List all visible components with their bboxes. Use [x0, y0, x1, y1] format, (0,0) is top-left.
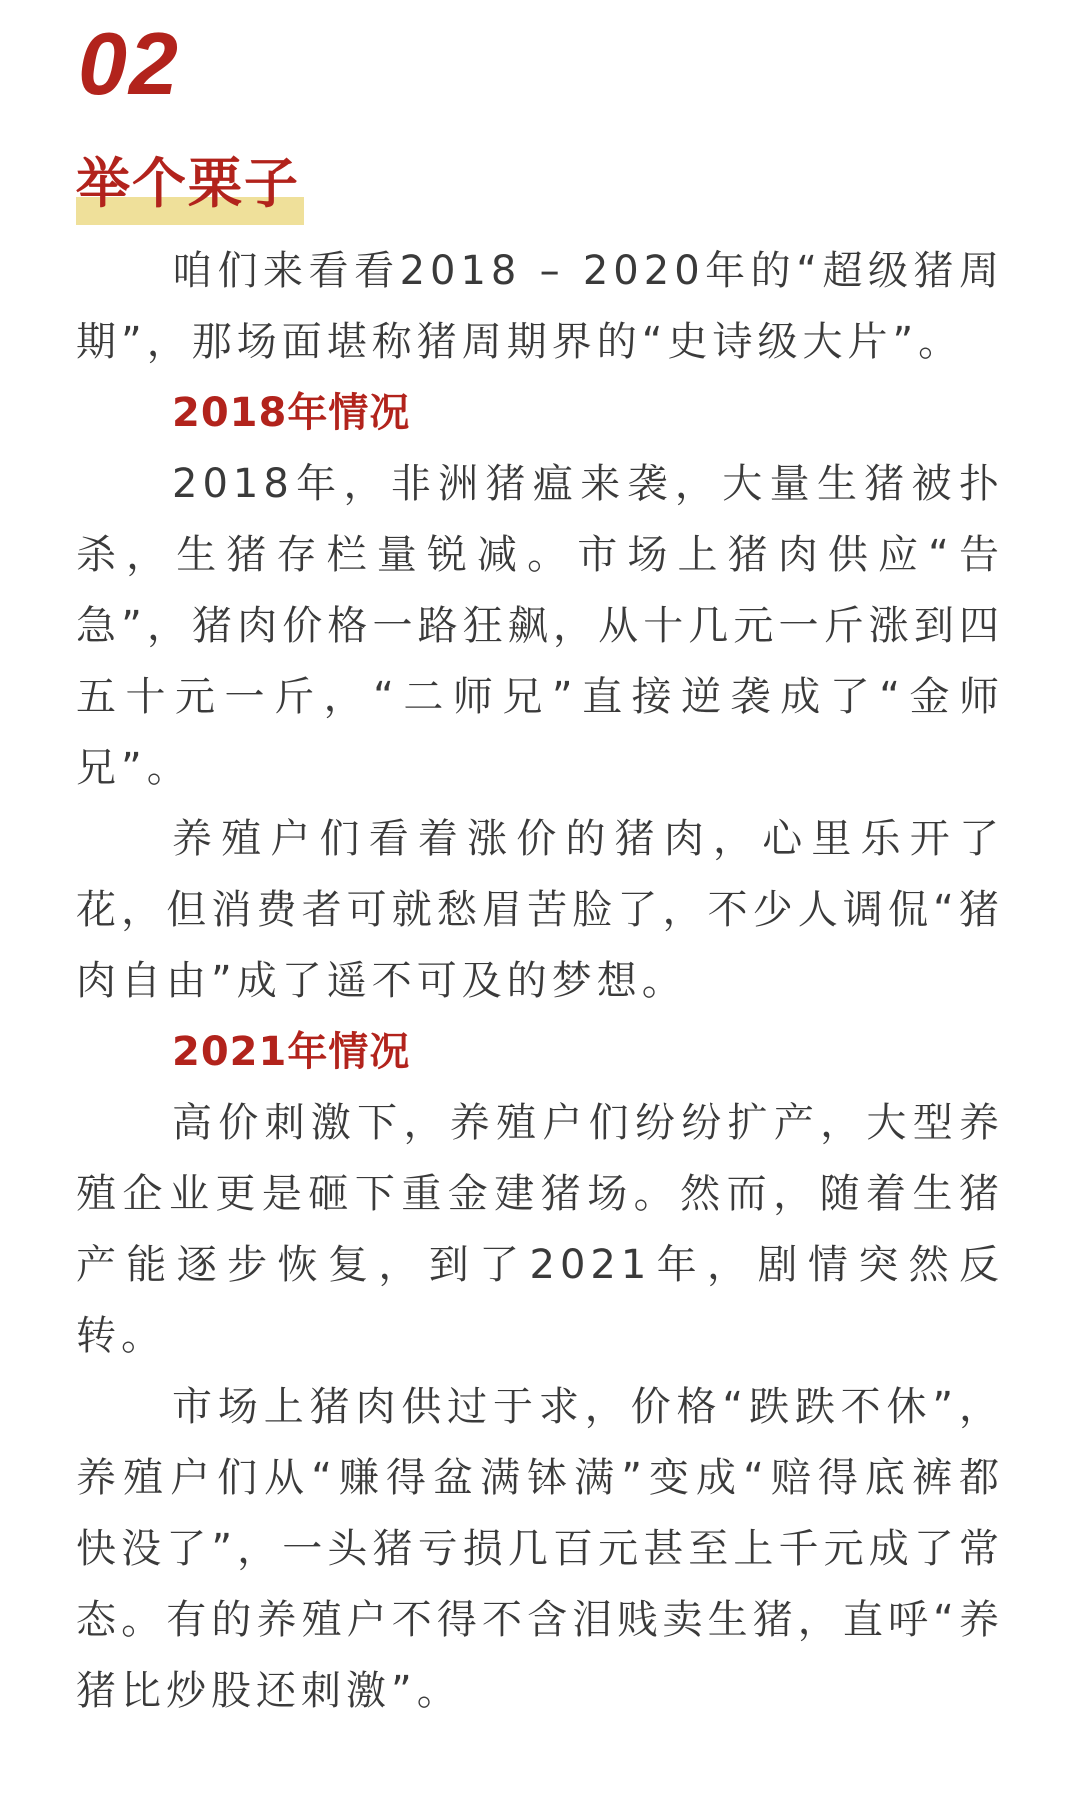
section-title-block	[76, 152, 300, 226]
section-title: 举个栗子	[76, 152, 300, 215]
subheading-2018: 2018年情况	[172, 390, 411, 436]
intro-paragraph: 咱们来看看2018 – 2020年的“超级猪周期”，那场面堪称猪周期界的“史诗级大片”。	[76, 248, 1004, 365]
paragraph-2021-1: 高价刺激下，养殖户们纷纷扩产，大型养殖企业更是砸下重金建猪场。然而，随着生猪产能逐步恢复，到了2021年，剧情突然反转。	[76, 1100, 1004, 1359]
article-body	[76, 236, 1004, 1727]
paragraph-2018-2: 养殖户们看着涨价的猪肉，心里乐开了花，但消费者可就愁眉苦脸了，不少人调侃“猪肉自由”成了遥不可及的梦想。	[76, 816, 1004, 1004]
subheading-2021: 2021年情况	[172, 1029, 411, 1075]
section-number: 02	[78, 14, 180, 113]
paragraph-2018-1: 2018年，非洲猪瘟来袭，大量生猪被扑杀，生猪存栏量锐减。市场上猪肉供应“告急”，猪肉价格一路狂飙，从十几元一斤涨到四五十元一斤，“二师兄”直接逆袭成了“金师兄”。	[76, 461, 1004, 791]
paragraph-2021-2: 市场上猪肉供过于求，价格“跌跌不休”，养殖户们从“赚得盆满钵满”变成“赔得底裤都快没了”，一头猪亏损几百元甚至上千元成了常态。有的养殖户不得不含泪贱卖生猪，直呼“养猪比炒股还刺激”。	[76, 1384, 1004, 1714]
